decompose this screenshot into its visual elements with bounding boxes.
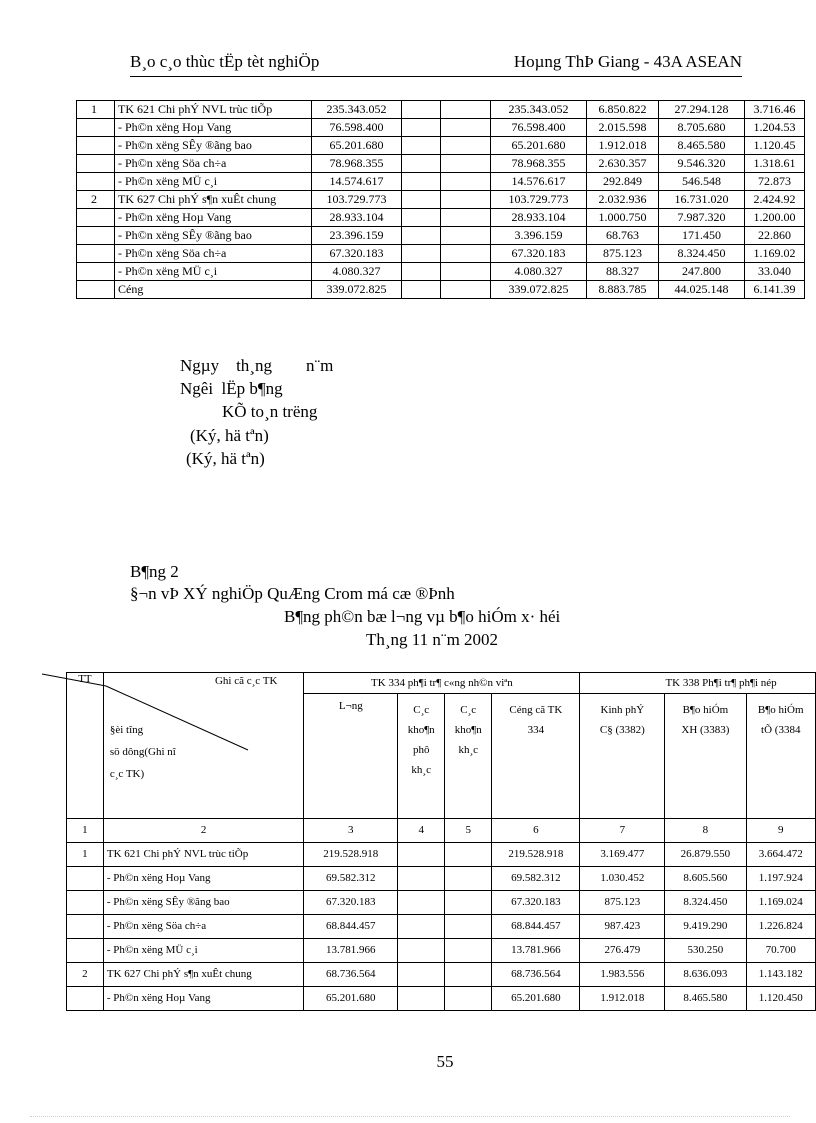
table-cell: 276.479 xyxy=(580,939,665,963)
report-title: B¸o c¸o thùc tËp tèt nghiÖp xyxy=(130,52,320,71)
col-tt-header: TT xyxy=(67,673,104,819)
table-cell xyxy=(77,173,115,191)
table-cell: - Ph©n xëng Hoµ Vang xyxy=(115,119,312,137)
table-cell: 68.736.564 xyxy=(492,963,580,987)
table-cell: 3.716.46 xyxy=(745,101,805,119)
table-cell: 88.327 xyxy=(587,263,659,281)
table-month: Th¸ng 11 n¨m 2002 xyxy=(366,630,499,649)
table-cell: 8.324.450 xyxy=(665,891,746,915)
table-row xyxy=(77,209,805,227)
table-cell: 68.844.457 xyxy=(492,915,580,939)
table-row xyxy=(67,891,816,915)
health-insurance-header xyxy=(746,694,816,819)
table-cell: - Ph©n xëng MÜ c¸i xyxy=(115,263,312,281)
social-insurance-header-l1: B¶o hiÓm xyxy=(682,704,729,716)
table-cell: 219.528.918 xyxy=(492,843,580,867)
table-cell: 8.465.580 xyxy=(665,987,746,1011)
date-line: Ngµy th¸ng n¨m xyxy=(180,356,334,375)
table-cell: 1.030.452 xyxy=(580,867,665,891)
table-cell: 13.781.966 xyxy=(304,939,398,963)
header-rule xyxy=(130,76,742,77)
table-cell xyxy=(402,263,441,281)
table-cell: 16.731.020 xyxy=(659,191,745,209)
table-cell: 65.201.680 xyxy=(491,137,587,155)
allowance-header-l2: kho¶n xyxy=(407,724,435,736)
table-cell: 2.424.92 xyxy=(745,191,805,209)
table-cell: 9.419.290 xyxy=(665,915,746,939)
table-cell xyxy=(402,227,441,245)
table-cell: 2 xyxy=(77,191,115,209)
table-cell: 67.320.183 xyxy=(312,245,402,263)
table-cell: 2.630.357 xyxy=(587,155,659,173)
table-cell: 14.576.617 xyxy=(491,173,587,191)
social-insurance-header xyxy=(665,694,746,819)
column-number: 4 xyxy=(398,819,445,843)
table-cell: 875.123 xyxy=(580,891,665,915)
table-cell: 69.582.312 xyxy=(304,867,398,891)
table-cell: 44.025.148 xyxy=(659,281,745,299)
health-insurance-header-l1: B¶o hiÓm xyxy=(757,704,804,716)
table-row xyxy=(67,939,816,963)
table-cell: 33.040 xyxy=(745,263,805,281)
table-cell: 546.548 xyxy=(659,173,745,191)
allowance-header xyxy=(398,694,445,819)
table-cell xyxy=(398,867,445,891)
table-row xyxy=(67,963,816,987)
column-number: 6 xyxy=(492,819,580,843)
table-cell xyxy=(441,227,491,245)
table-cell: TK 621 Chi phÝ NVL trùc tiÕp xyxy=(103,843,304,867)
table-cell xyxy=(398,843,445,867)
table-cell xyxy=(445,915,492,939)
union-fee-header-l2: C§ (3382) xyxy=(599,724,645,736)
table-cell: 1.197.924 xyxy=(746,867,816,891)
table-cell: 1.983.556 xyxy=(580,963,665,987)
table-row xyxy=(67,843,816,867)
table-cell: 3.396.159 xyxy=(491,227,587,245)
table-row xyxy=(77,101,805,119)
table-cell: 27.294.128 xyxy=(659,101,745,119)
page-number: 55 xyxy=(436,1052,454,1071)
table-cell: 339.072.825 xyxy=(312,281,402,299)
table-cell: 67.320.183 xyxy=(304,891,398,915)
table-cell xyxy=(77,281,115,299)
table-name: B¶ng ph©n bæ l¬ng vµ b¶o hiÓm x· héi xyxy=(284,607,561,626)
table-cell: 65.201.680 xyxy=(312,137,402,155)
table-cell: 23.396.159 xyxy=(312,227,402,245)
table-cell xyxy=(67,915,104,939)
column-number: 7 xyxy=(580,819,665,843)
table-cell xyxy=(441,173,491,191)
table-cell: 1.169.024 xyxy=(746,891,816,915)
table-cell xyxy=(402,155,441,173)
table-cell xyxy=(441,245,491,263)
table-cell: 3.664.472 xyxy=(746,843,816,867)
table-cell xyxy=(402,245,441,263)
table-cell: - Ph©n xëng Hoµ Vang xyxy=(103,987,304,1011)
table-cell: 171.450 xyxy=(659,227,745,245)
column-number: 3 xyxy=(304,819,398,843)
table-cell xyxy=(67,939,104,963)
table-cell: 8.324.450 xyxy=(659,245,745,263)
table-cell xyxy=(77,119,115,137)
table-cell: TK 627 Chi phÝ s¶n xuÊt chung xyxy=(115,191,312,209)
table-cell: 103.729.773 xyxy=(491,191,587,209)
total-334-header-l1: Céng cã TK xyxy=(509,704,563,716)
table-cell xyxy=(77,209,115,227)
table-cell: 8.605.560 xyxy=(665,867,746,891)
table-cell xyxy=(445,939,492,963)
allowance-header-l1: C¸c xyxy=(413,704,430,716)
table-cell: 28.933.104 xyxy=(491,209,587,227)
other-items-header-l1: C¸c xyxy=(460,704,477,716)
table-cell: 70.700 xyxy=(746,939,816,963)
author-info: Hoµng ThÞ Giang - 43A ASEAN xyxy=(513,52,742,71)
social-insurance-header-l2: XH (3383) xyxy=(681,724,730,736)
table-cell: 7.987.320 xyxy=(659,209,745,227)
table-row xyxy=(77,191,805,209)
allowance-header-l3: phô xyxy=(412,744,430,756)
table-cell xyxy=(398,939,445,963)
signature-note-2: (Ký, hä tªn) xyxy=(186,449,265,468)
other-items-header xyxy=(445,694,492,819)
table-cell xyxy=(77,227,115,245)
footer-rule xyxy=(30,1116,790,1117)
table-cell: 339.072.825 xyxy=(491,281,587,299)
table-cell: 247.800 xyxy=(659,263,745,281)
table-cell: 292.849 xyxy=(587,173,659,191)
preparer-label: Ngêi lËp b¶ng xyxy=(180,379,283,398)
table-cell xyxy=(445,867,492,891)
table-cell: 9.546.320 xyxy=(659,155,745,173)
table-cell: 235.343.052 xyxy=(491,101,587,119)
unit-name: §¬n vÞ XÝ nghiÖp QuÆng Crom má cæ ®Þnh xyxy=(130,584,455,603)
table-cell: 68.844.457 xyxy=(304,915,398,939)
table-cell: 13.781.966 xyxy=(492,939,580,963)
table-cell: 78.968.355 xyxy=(312,155,402,173)
table-cell: 67.320.183 xyxy=(491,245,587,263)
table-cell: - Ph©n xëng Söa ch÷a xyxy=(103,915,304,939)
table-cell: 72.873 xyxy=(745,173,805,191)
column-number: 2 xyxy=(103,819,304,843)
table-cell xyxy=(402,119,441,137)
table-cell: 987.423 xyxy=(580,915,665,939)
table-cell xyxy=(398,915,445,939)
table-cell xyxy=(445,987,492,1011)
table-cell: 1.204.53 xyxy=(745,119,805,137)
table-cell: 28.933.104 xyxy=(312,209,402,227)
table-cell xyxy=(77,263,115,281)
table-cell: 235.343.052 xyxy=(312,101,402,119)
table-cell: 6.850.822 xyxy=(587,101,659,119)
table-cell: 14.574.617 xyxy=(312,173,402,191)
table-cell: 103.729.773 xyxy=(312,191,402,209)
table-cell: 76.598.400 xyxy=(312,119,402,137)
table-cell xyxy=(402,281,441,299)
table-cell xyxy=(445,891,492,915)
table-cell: 8.636.093 xyxy=(665,963,746,987)
union-fee-header xyxy=(580,694,665,819)
table-cell: 26.879.550 xyxy=(665,843,746,867)
table-cell: 1.200.00 xyxy=(745,209,805,227)
table-cell: 2.015.598 xyxy=(587,119,659,137)
table-cell xyxy=(67,867,104,891)
other-items-header-l2: kho¶n xyxy=(454,724,482,736)
table-cell xyxy=(77,245,115,263)
table-row xyxy=(77,227,805,245)
table-row xyxy=(67,987,816,1011)
table-cell: - Ph©n xëng MÜ c¸i xyxy=(115,173,312,191)
table-row xyxy=(77,173,805,191)
table-row xyxy=(67,867,816,891)
total-334-header-l2: 334 xyxy=(527,724,545,736)
table-cell xyxy=(402,101,441,119)
table-cell: TK 627 Chi phÝ s¶n xuÊt chung xyxy=(103,963,304,987)
table-cell: 78.968.355 xyxy=(491,155,587,173)
table-cell xyxy=(402,173,441,191)
table-cell: 68.736.564 xyxy=(304,963,398,987)
table-cell: - Ph©n xëng MÜ c¸i xyxy=(103,939,304,963)
table-cell xyxy=(441,155,491,173)
table-cell xyxy=(445,843,492,867)
table-cell: 219.528.918 xyxy=(304,843,398,867)
table-row xyxy=(77,137,805,155)
table-cell xyxy=(441,119,491,137)
table-cell: 22.860 xyxy=(745,227,805,245)
table-cell: - Ph©n xëng Hoµ Vang xyxy=(103,867,304,891)
table-cell xyxy=(67,891,104,915)
column-number: 9 xyxy=(746,819,816,843)
table-cell xyxy=(441,191,491,209)
table-cell: 1.226.824 xyxy=(746,915,816,939)
table-cell xyxy=(77,137,115,155)
table-cell: 2 xyxy=(67,963,104,987)
tk334-header: TK 334 ph¶i tr¶ c«ng nh©n viªn xyxy=(304,673,580,694)
total-334-header xyxy=(492,694,580,819)
salary-header: L¬ng xyxy=(304,694,398,819)
table-cell xyxy=(445,963,492,987)
table-row xyxy=(77,245,805,263)
tk338-header: TK 338 Ph¶i tr¶ ph¶i nép xyxy=(580,673,816,694)
table-cell xyxy=(441,281,491,299)
table-cell: 67.320.183 xyxy=(492,891,580,915)
table-cell: 530.250 xyxy=(665,939,746,963)
table-cell xyxy=(402,191,441,209)
table-cell xyxy=(441,101,491,119)
table-cell: 65.201.680 xyxy=(492,987,580,1011)
table-cell: 1.143.182 xyxy=(746,963,816,987)
table-row xyxy=(77,281,805,299)
table-cell xyxy=(441,209,491,227)
table-cell xyxy=(398,963,445,987)
salary-table-continued xyxy=(76,100,805,299)
table-row xyxy=(77,263,805,281)
column-number: 5 xyxy=(445,819,492,843)
table-cell: 4.080.327 xyxy=(491,263,587,281)
table-cell: TK 621 Chi phÝ NVL trùc tiÕp xyxy=(115,101,312,119)
table-cell: Céng xyxy=(115,281,312,299)
table-label: B¶ng 2 xyxy=(130,562,179,581)
table-cell xyxy=(402,137,441,155)
table-cell: 2.032.936 xyxy=(587,191,659,209)
debit-objects-line-2: sö dông(Ghi nî xyxy=(109,746,176,758)
table-cell: 6.141.39 xyxy=(745,281,805,299)
table-cell: 76.598.400 xyxy=(491,119,587,137)
table-cell xyxy=(398,891,445,915)
table-cell: - Ph©n xëng SÊy ®ãng bao xyxy=(115,137,312,155)
table-row xyxy=(77,155,805,173)
other-items-header-l3: kh¸c xyxy=(458,744,479,756)
table-cell: 8.465.580 xyxy=(659,137,745,155)
table-cell: 1.120.45 xyxy=(745,137,805,155)
table-cell: 875.123 xyxy=(587,245,659,263)
table-cell: 1.912.018 xyxy=(587,137,659,155)
table-cell: 69.582.312 xyxy=(492,867,580,891)
table-cell: 8.705.680 xyxy=(659,119,745,137)
table-cell: 1 xyxy=(77,101,115,119)
table-cell: 4.080.327 xyxy=(312,263,402,281)
page-header xyxy=(130,52,742,78)
debit-objects-line-1: §èi tîng xyxy=(109,724,144,736)
table-row xyxy=(77,119,805,137)
table-cell: 3.169.477 xyxy=(580,843,665,867)
table-row xyxy=(67,915,816,939)
table-cell xyxy=(77,155,115,173)
table-cell xyxy=(398,987,445,1011)
table-cell: 1.912.018 xyxy=(580,987,665,1011)
table-cell: 1.000.750 xyxy=(587,209,659,227)
credit-accounts-header: Ghi cã c¸c TK xyxy=(214,675,278,687)
signature-note-1: (Ký, hä tªn) xyxy=(190,426,269,445)
table-cell xyxy=(402,209,441,227)
column-number: 1 xyxy=(67,819,104,843)
table-cell: 65.201.680 xyxy=(304,987,398,1011)
union-fee-header-l1: Kinh phÝ xyxy=(600,704,645,716)
table-cell: 1.318.61 xyxy=(745,155,805,173)
allowance-header-l4: kh¸c xyxy=(411,764,431,776)
outer-diagonal-line xyxy=(42,674,106,686)
chief-accountant-label: KÕ to¸n trëng xyxy=(222,402,318,421)
table-cell: 1.169.02 xyxy=(745,245,805,263)
table-cell: - Ph©n xëng Söa ch÷a xyxy=(115,245,312,263)
table-cell xyxy=(441,137,491,155)
table-cell: - Ph©n xëng SÊy ®ãng bao xyxy=(115,227,312,245)
header-diagonal-lines xyxy=(40,672,256,752)
table-cell: 8.883.785 xyxy=(587,281,659,299)
debit-objects-line-3: c¸c TK) xyxy=(109,768,145,780)
table-cell xyxy=(441,263,491,281)
column-number-row xyxy=(67,819,816,843)
table-cell: 1 xyxy=(67,843,104,867)
table-cell xyxy=(67,987,104,1011)
column-number: 8 xyxy=(665,819,746,843)
table-cell: - Ph©n xëng Söa ch÷a xyxy=(115,155,312,173)
table-cell: - Ph©n xëng Hoµ Vang xyxy=(115,209,312,227)
table-cell: - Ph©n xëng SÊy ®ãng bao xyxy=(103,891,304,915)
table-cell: 1.120.450 xyxy=(746,987,816,1011)
cell-diagonal-line xyxy=(106,686,248,750)
health-insurance-header-l2: tÕ (3384 xyxy=(761,724,801,736)
table-cell: 68.763 xyxy=(587,227,659,245)
